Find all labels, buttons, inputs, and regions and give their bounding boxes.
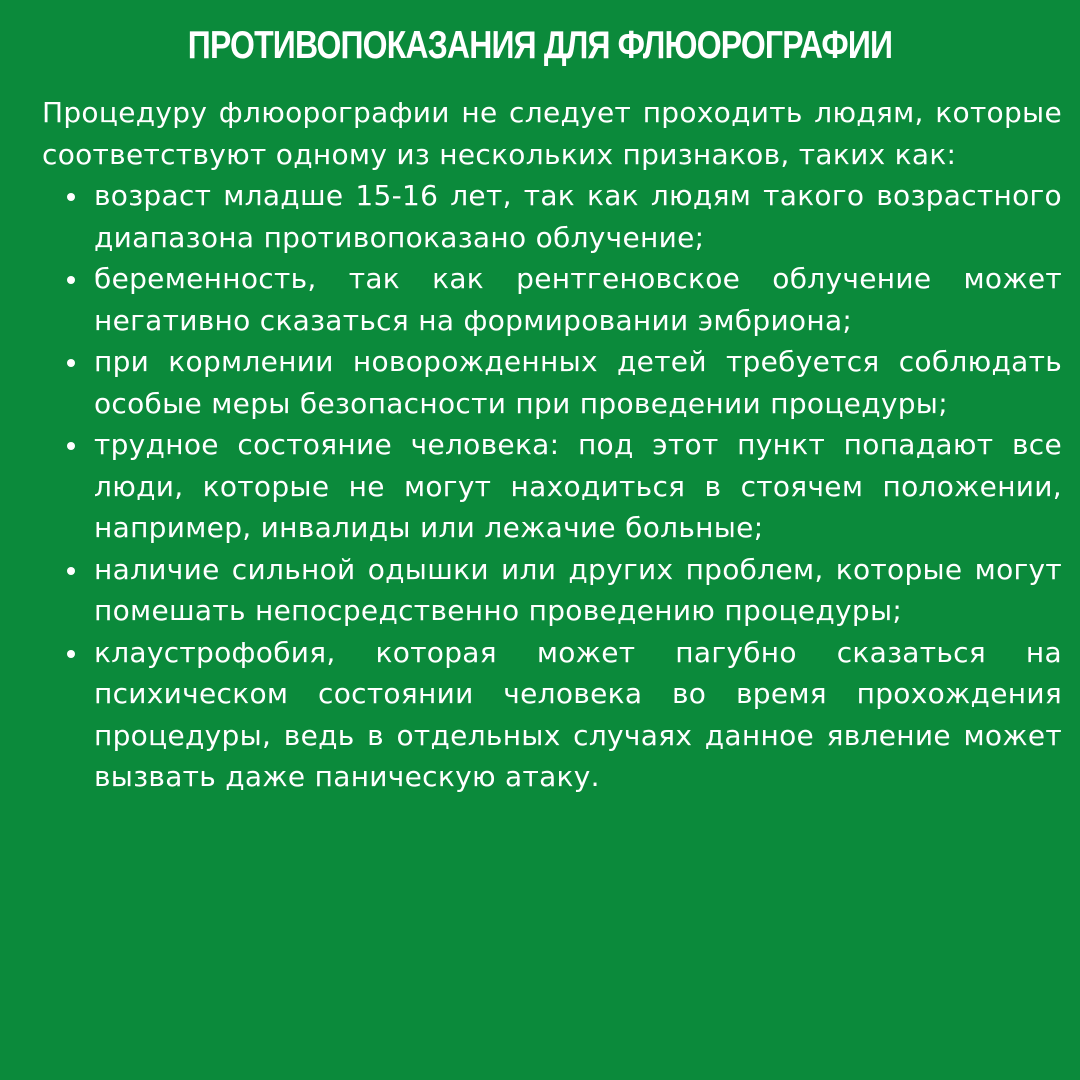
intro-paragraph: Процедуру флюорографии не следует проходить людям, которые соответствуют одному из нескольких признаков, таких как: (42, 96, 1062, 171)
content-block (42, 92, 1062, 798)
list-item-text: при кормлении новорожденных детей требуется соблюдать особые меры безопасности при проведении процедуры; (94, 345, 1062, 420)
list-item-text: клаустрофобия, которая может пагубно сказаться на психическом состоянии человека во время прохождения процедуры, ведь в отдельных случаях данное явление может вызвать даже паническую атаку. (94, 635, 1062, 793)
list-item (42, 549, 1062, 632)
bullet-icon (67, 193, 75, 201)
bullet-icon (67, 276, 75, 284)
list-item (42, 632, 1062, 798)
bullet-icon (67, 442, 75, 450)
contraindications-list (42, 175, 1062, 798)
bullet-icon (67, 359, 75, 367)
list-item (42, 175, 1062, 258)
page-title: ПРОТИВОПОКАЗАНИЯ ДЛЯ ФЛЮОРОГРАФИИ (187, 24, 893, 67)
list-item (42, 424, 1062, 549)
list-item-text: наличие сильной одышки или других проблем, которые могут помешать непосредственно проведению процедуры; (94, 552, 1062, 627)
bullet-icon (67, 650, 75, 658)
list-item-text: беременность, так как рентгеновское облучение может негативно сказаться на формировании эмбриона; (94, 262, 1062, 337)
list-item-text: возраст младше 15-16 лет, так как людям такого возрастного диапазона противопоказано облучение; (94, 179, 1062, 254)
bullet-icon (67, 567, 75, 575)
list-item (42, 258, 1062, 341)
list-item-text: трудное состояние человека: под этот пункт попадают все люди, которые не могут находиться в стоячем положении, например, инвалиды или лежачие больные; (94, 428, 1062, 544)
list-item (42, 341, 1062, 424)
